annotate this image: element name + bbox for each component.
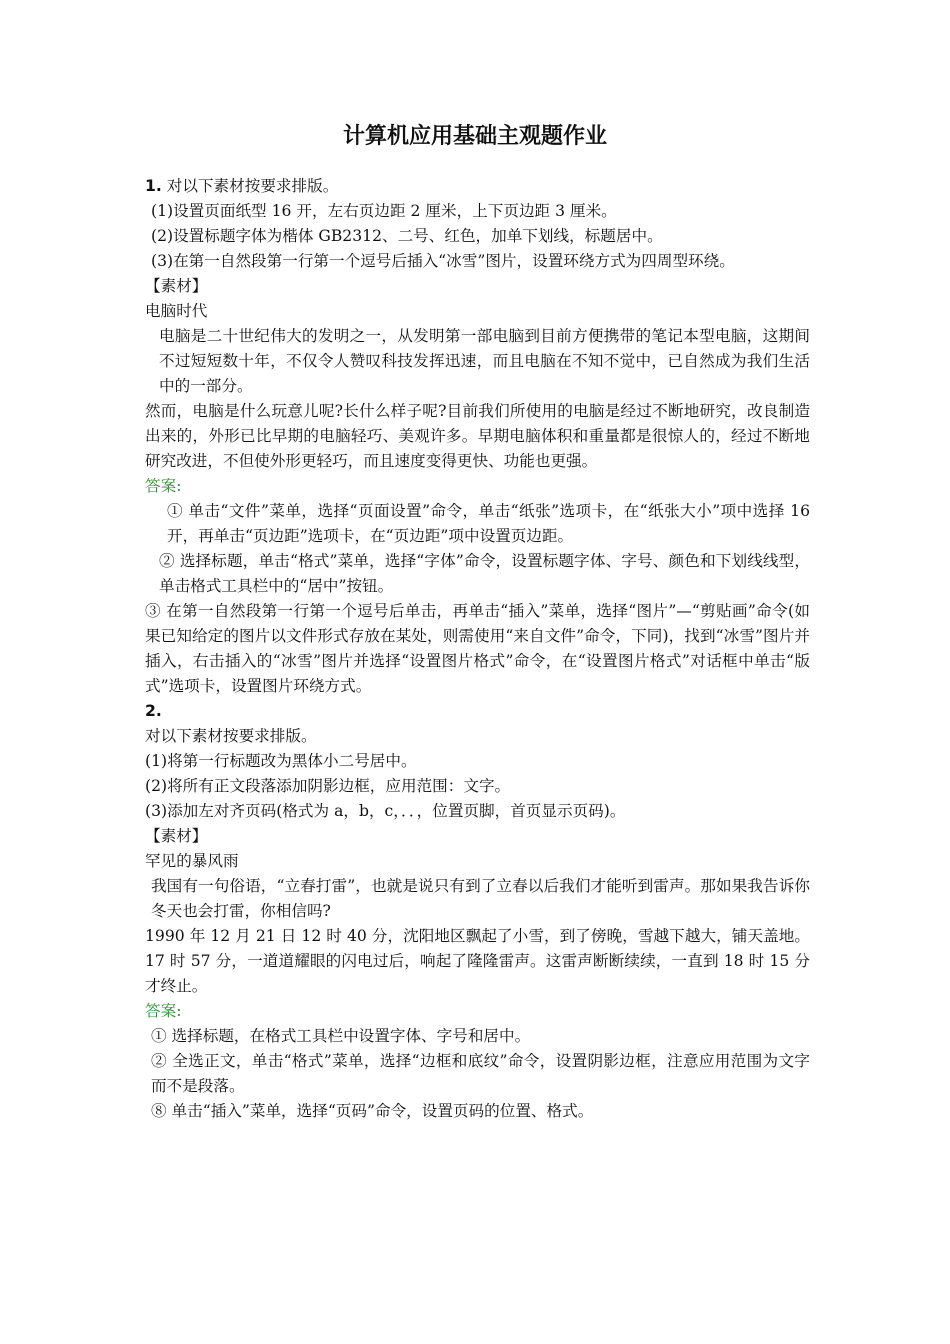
q1-requirement-2: (2)设置标题字体为楷体 GB2312、二号、红色，加单下划线，标题居中。 (151, 227, 663, 245)
question-1-number: 1. (145, 177, 162, 195)
document-body (145, 174, 810, 1124)
q2-material-paragraph-1: 我国有一句俗语，“立春打雷”，也就是说只有到了立春以后我们才能听到雷声。那如果我告诉你冬天也会打雷，你相信吗? (151, 877, 810, 920)
q1-answer-1: ① 单击“文件”菜单，选择“页面设置”命令，单击“纸张”选项卡，在“纸张大小”项中选择 16 开，再单击“页边距”选项卡，在“页边距”项中设置页边距。 (167, 502, 810, 545)
q1-material-paragraph-1: 电脑是二十世纪伟大的发明之一，从发明第一部电脑到目前方便携带的笔记本型电脑，这期间不过短短数十年，不仅令人赞叹科技发挥迅速，而且电脑在不知不觉中，已自然成为我们生活中的一部分。 (159, 327, 810, 395)
q1-answer-3: ③ 在第一自然段第一行第一个逗号后单击，再单击“插入”菜单，选择“图片”—“剪贴画”命令(如果已知给定的图片以文件形式存放在某处，则需使用“来自文件”命令，下同)，找到“冰雪”图片并插入，右击插入的“冰雪”图片并选择“设置图片格式”命令，在“设置图片格式”对话框中单击“版式”选项卡，设置图片环绕方式。 (145, 602, 810, 695)
q1-answer-label: 答案: (145, 477, 182, 495)
q1-requirement-3: (3)在第一自然段第一行第一个逗号后插入“冰雪”图片，设置环绕方式为四周型环绕。 (151, 252, 735, 270)
q1-material-title: 电脑时代 (145, 302, 208, 320)
q2-requirement-1: (1)将第一行标题改为黑体小二号居中。 (145, 752, 417, 770)
page-title: 计算机应用基础主观题作业 (342, 124, 607, 149)
q1-answer-2: ② 选择标题，单击“格式”菜单，选择“字体”命令，设置标题字体、字号、颜色和下划线线型，单击格式工具栏中的“居中”按钮。 (159, 552, 810, 595)
q2-material-paragraph-2: 1990 年 12 月 21 日 12 时 40 分，沈阳地区飘起了小雪，到了傍晚，雪越下越大，铺天盖地。17 时 57 分，一道道耀眼的闪电过后，响起了隆隆雷声。这雷声断断续续，一直到 18 时 15 分才终止。 (145, 927, 810, 995)
q2-answer-3: ⑧ 单击“插入”菜单，选择“页码”命令，设置页码的位置、格式。 (151, 1102, 594, 1120)
question-2-number: 2. (145, 702, 162, 720)
question-2-intro: 对以下素材按要求排版。 (145, 727, 317, 745)
q2-material-title: 罕见的暴风雨 (145, 852, 239, 870)
q1-material-label: 【素材】 (145, 277, 208, 295)
q2-answer-label: 答案: (145, 1002, 182, 1020)
q2-requirement-3: (3)添加左对齐页码(格式为 a，b，c，．．，位置页脚，首页显示页码)。 (145, 802, 626, 820)
q2-requirement-2: (2)将所有正文段落添加阴影边框，应用范围：文字。 (145, 777, 511, 795)
q1-requirement-1: (1)设置页面纸型 16 开，左右页边距 2 厘米，上下页边距 3 厘米。 (151, 202, 617, 220)
question-1-intro: 1. 对以下素材按要求排版。 (145, 177, 339, 195)
q2-answer-1: ① 选择标题，在格式工具栏中设置字体、字号和居中。 (151, 1027, 531, 1045)
q1-material-paragraph-2: 然而，电脑是什么玩意儿呢?长什么样子呢?目前我们所使用的电脑是经过不断地研究，改良制造出来的，外形已比早期的电脑轻巧、美观许多。早期电脑体积和重量都是很惊人的，经过不断地研究改进，不但使外形更轻巧，而且速度变得更快、功能也更强。 (145, 402, 810, 470)
q2-answer-2: ② 全选正文，单击“格式”菜单，选择“边框和底纹”命令，设置阴影边框，注意应用范围为文字而不是段落。 (151, 1052, 810, 1095)
q2-material-label: 【素材】 (145, 827, 208, 845)
